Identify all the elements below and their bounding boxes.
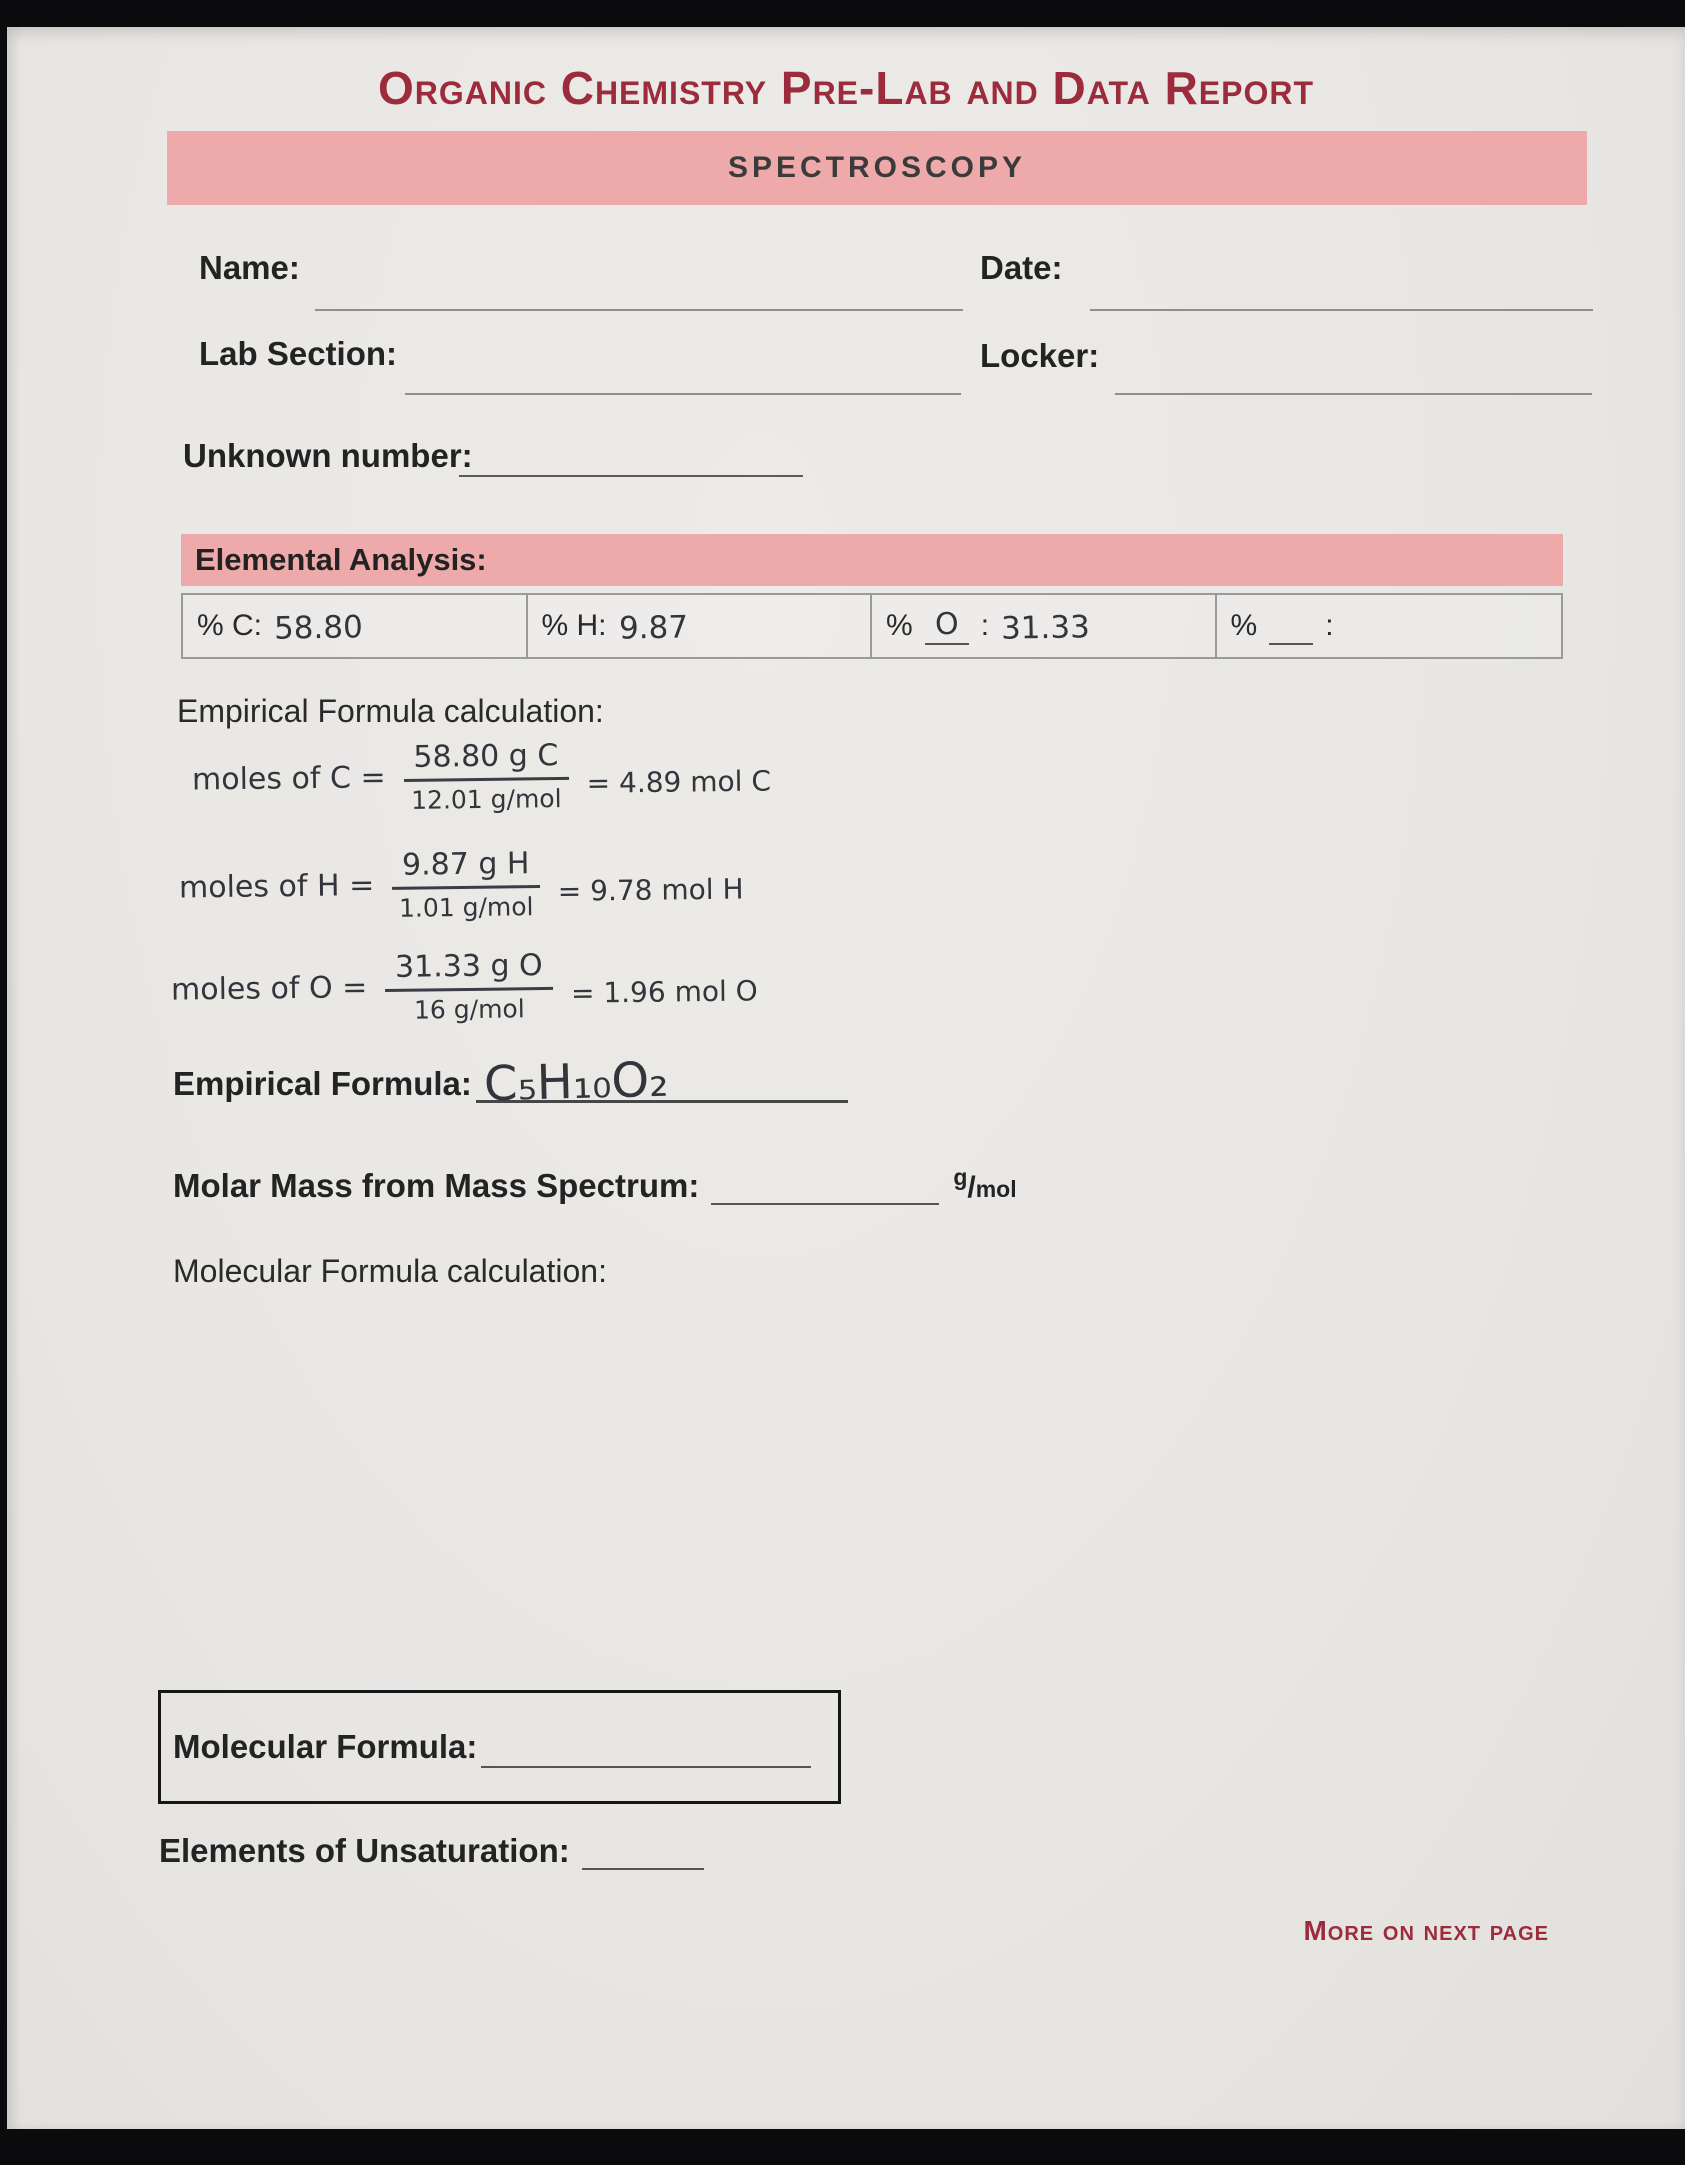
moles-of-c-numerator: 58.80 g C [403,738,568,782]
empirical-formula-line [476,1051,848,1113]
name-line [315,309,963,311]
unsaturation-label: Elements of Unsaturation: [159,1832,570,1869]
molar-mass-row [173,1164,1017,1205]
elemental-analysis-table [181,593,1563,659]
more-on-next-page-note: More on next page [1303,1915,1549,1946]
empirical-formula-label: Empirical Formula: [173,1065,472,1103]
moles-of-o-denominator: 16 g/mol [413,994,525,1025]
percent-o-prefix: % [886,609,913,642]
molecular-formula-line [481,1726,811,1768]
percent-o-value: 31.33 [1000,609,1091,647]
unsaturation-line [582,1832,704,1870]
moles-of-o-numerator: 31.33 g O [385,948,553,992]
moles-of-c-label: moles of C = [191,760,386,798]
unit-gram: g [953,1164,968,1190]
moles-of-o-calc [171,945,759,1027]
section-banner-label: SPECTROSCOPY [727,151,1027,184]
unknown-number-label: Unknown number: [183,437,473,474]
locker-line [1115,393,1592,395]
moles-of-h-denominator: 1.01 g/mol [398,892,534,923]
percent-blank-prefix: % [1230,609,1258,642]
moles-of-c-denominator: 12.01 g/mol [410,784,562,815]
page-title: Organic Chemistry Pre-Lab and Data Report [377,62,1315,114]
unsaturation-row [159,1832,704,1870]
elemental-analysis-title: Elemental Analysis: [195,542,487,577]
moles-of-h-numerator: 9.87 g H [392,846,540,890]
moles-of-c-fraction [403,738,569,815]
moles-of-c-calc [192,735,772,817]
form-page [7,27,1685,2129]
percent-o-element-value: O [934,606,960,643]
moles-of-c-result: = 4.89 mol C [586,764,772,800]
locker-label: Locker: [980,337,1100,374]
molar-mass-line [711,1203,939,1205]
elemental-analysis-header [181,534,1563,586]
moles-of-o-fraction [385,948,554,1025]
molecular-formula-label: Molecular Formula: [173,1728,478,1765]
percent-o-element-blank [925,607,969,645]
percent-c-label: % C: [197,609,263,642]
empirical-formula-row [173,1051,848,1113]
percent-blank-colon: : [1325,609,1334,642]
lab-section-line [405,393,961,395]
percent-o-colon: : [980,609,990,642]
gram-per-mol-unit: $^g$/mol [953,1164,1017,1204]
moles-of-h-label: moles of H = [178,868,375,906]
date-line [1090,309,1593,311]
percent-o-cell [872,595,1217,657]
section-banner [167,131,1587,205]
percent-c-cell [183,595,528,657]
percent-h-cell [528,595,873,657]
percent-c-value: 58.80 [273,609,364,647]
moles-of-h-result: = 9.78 mol H [557,872,744,908]
name-label: Name: [199,249,300,286]
molecular-formula-box [158,1690,841,1804]
percent-blank-element-blank [1269,607,1313,645]
moles-of-o-result: = 1.96 mol O [570,974,758,1010]
percent-h-label: % H: [541,609,607,642]
unknown-number-line [459,475,803,477]
lab-section-label: Lab Section: [199,335,398,372]
percent-h-value: 9.87 [618,609,688,647]
empirical-formula-value: C₅H₁₀O₂ [483,1051,669,1113]
molar-mass-label: Molar Mass from Mass Spectrum: [173,1167,700,1204]
moles-of-h-fraction [392,846,540,923]
unit-mol: mol [975,1176,1017,1202]
moles-of-o-label: moles of O = [170,970,368,1008]
empirical-calc-heading: Empirical Formula calculation: [177,693,604,729]
molecular-calc-heading: Molecular Formula calculation: [173,1253,607,1289]
moles-of-h-calc [179,844,744,926]
percent-blank-cell [1217,595,1562,657]
date-label: Date: [980,249,1063,286]
